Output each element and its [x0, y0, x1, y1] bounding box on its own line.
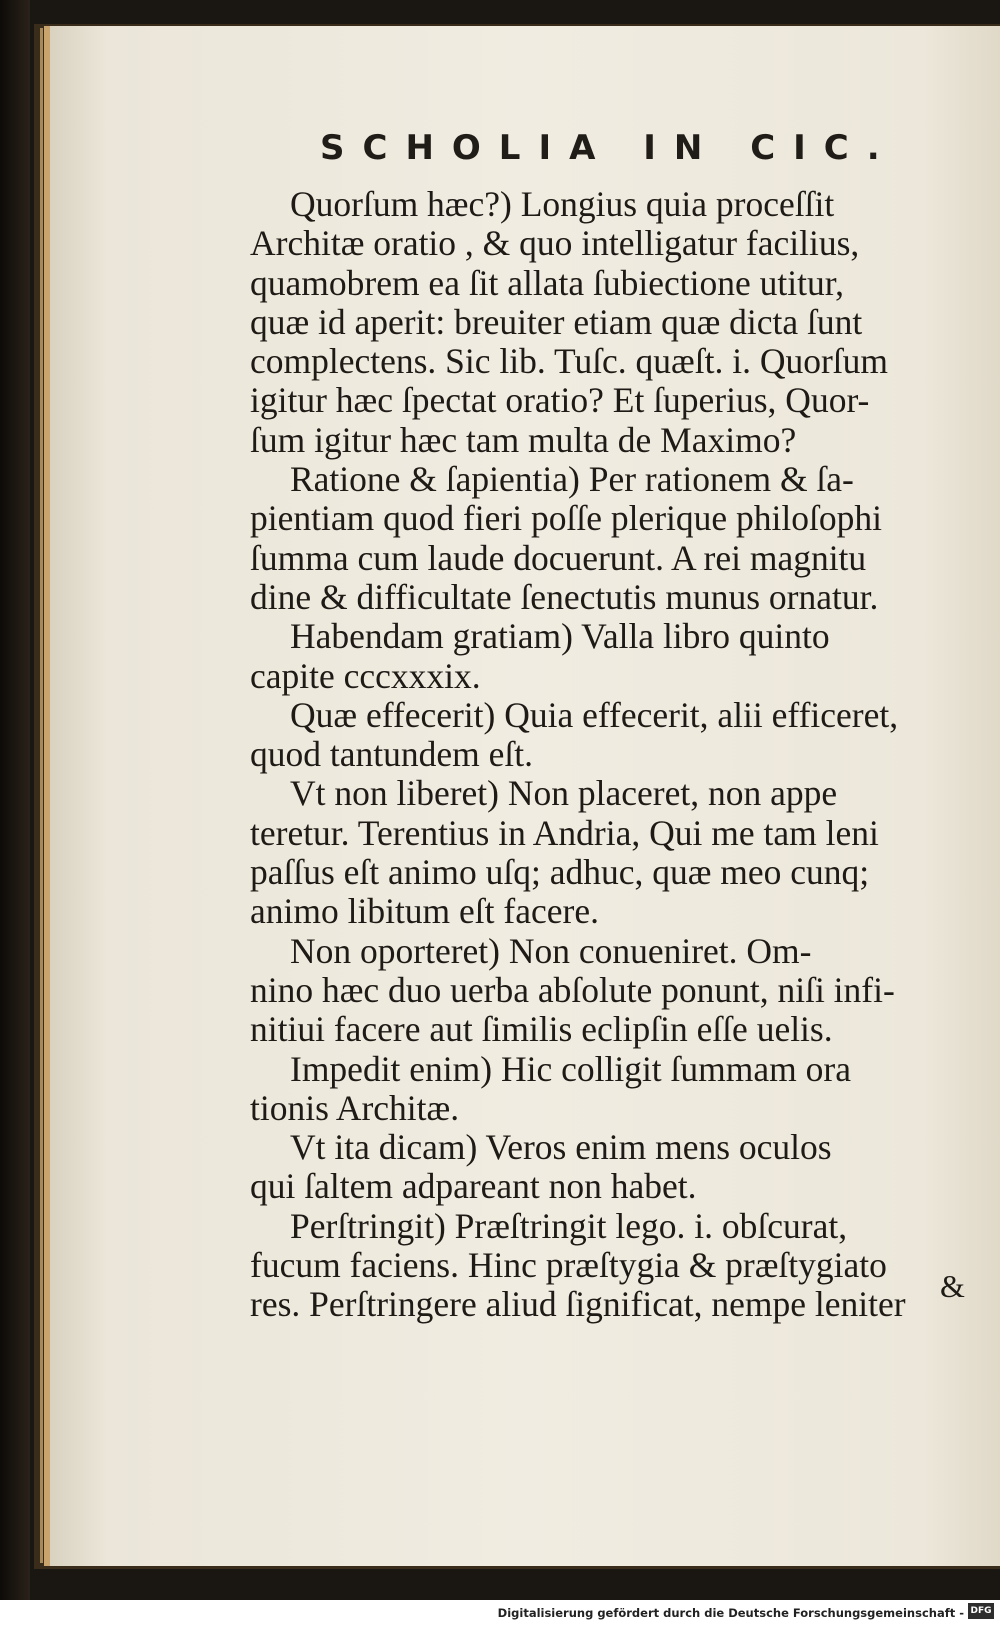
text-line: Quorſum hæc?) Longius quia proceſſit — [290, 184, 835, 224]
text-line: Ratione & ſapientia) Per rationem & ſa- — [290, 459, 854, 500]
text-line: Quæ effecerit) Quia effecerit, alii efficeret, — [290, 694, 899, 735]
footer-credit: Digitalisierung gefördert durch die Deutsche Forschungsgemeinschaft - — [497, 1606, 964, 1620]
text-line: pientiam quod fieri poſſe plerique philoſophi — [250, 498, 882, 539]
body-text — [250, 185, 980, 1325]
text-line: tionis Architæ. — [250, 1087, 460, 1128]
text-line: dine & difficultate ſenectutis munus ornatur. — [250, 576, 879, 617]
text-line: teretur. Terentius in Andria, Qui me tam leni — [250, 812, 879, 853]
text-line: res. Perſtringere aliud ſignificat, nempe leniter — [250, 1284, 906, 1325]
text-line: paſſus eſt animo uſq; adhuc, quæ meo cunq; — [250, 852, 870, 893]
dfg-logo: DFG — [968, 1603, 994, 1619]
catchword: & — [940, 1268, 965, 1304]
text-line: capite cccxxxix. — [250, 655, 481, 696]
text-line: ſum igitur hæc tam multa de Maximo? — [250, 419, 797, 460]
text-line: igitur hæc ſpectat oratio? Et ſuperius, Quor- — [250, 380, 870, 421]
text-line: Vt ita dicam) Veros enim mens oculos — [290, 1127, 832, 1168]
text-line: Impedit enim) Hic colligit ſummam ora — [290, 1048, 851, 1089]
text-line: nitiui facere aut ſimilis eclipſin eſſe uelis. — [250, 1009, 833, 1050]
page-gutter — [40, 28, 43, 1563]
text-line: Vt non liberet) Non placeret, non appe — [290, 773, 838, 814]
text-line: quamobrem ea ſit allata ſubiectione utitur, — [250, 262, 844, 303]
text-line: Perſtringit) Præſtringit lego. i. obſcurat, — [290, 1205, 848, 1246]
text-line: complectens. Sic lib. Tuſc. quæſt. i. Quorſum — [250, 341, 889, 382]
text-line: Architæ oratio , & quo intelligatur facilius, — [250, 223, 860, 264]
text-line: qui ſaltem adpareant non habet. — [250, 1166, 697, 1207]
running-header: SCHOLIA IN CIC. — [320, 128, 898, 168]
text-line: animo libitum eſt facere. — [250, 891, 599, 932]
text-line: Habendam gratiam) Valla libro quinto — [290, 616, 830, 657]
text-line: ſumma cum laude docuerunt. A rei magnitu — [250, 537, 867, 578]
text-line: Non oporteret) Non conueniret. Om- — [290, 930, 812, 971]
text-line: nino hæc duo uerba abſolute ponunt, niſi infi- — [250, 969, 895, 1010]
text-line: fucum faciens. Hinc præſtygia & præſtygiato — [250, 1245, 887, 1286]
book-spine-edge — [0, 0, 30, 1629]
text-line: quæ id aperit: breuiter etiam quæ dicta ſunt — [250, 301, 863, 342]
text-line: quod tantundem eſt. — [250, 734, 533, 775]
